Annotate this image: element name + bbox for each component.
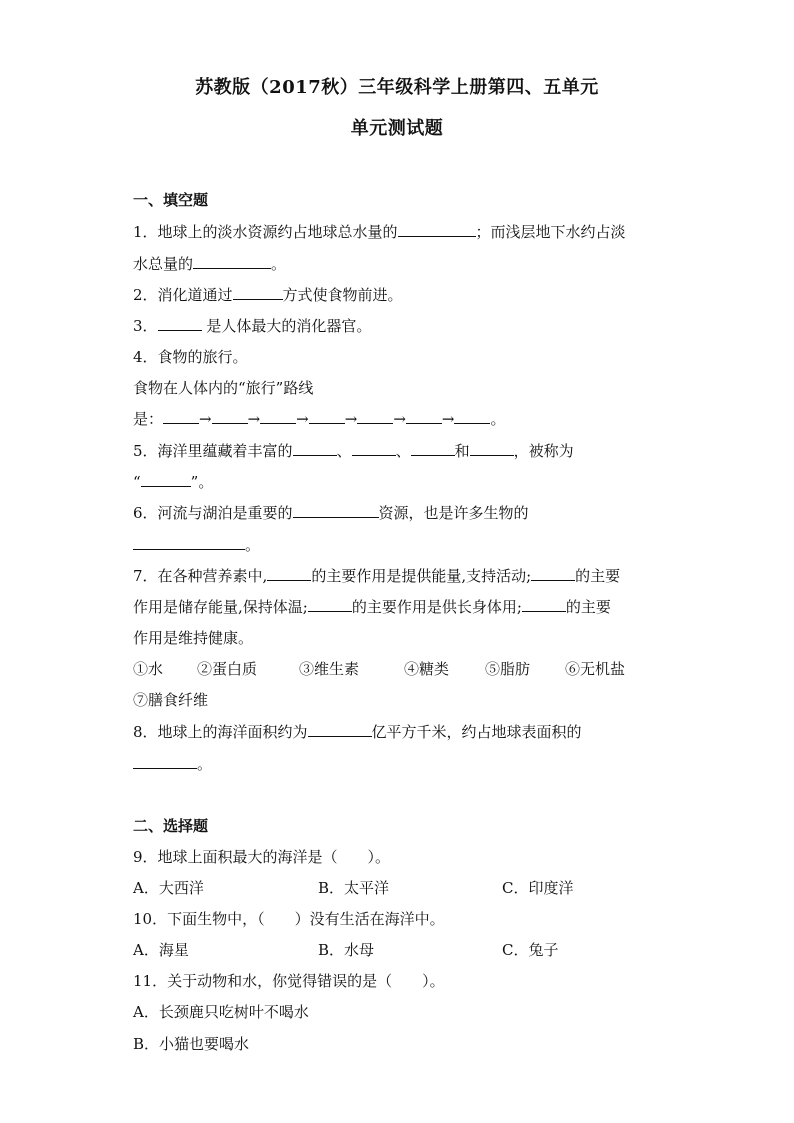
arrow-icon: →: [199, 410, 212, 428]
choice-option[interactable]: B．水母: [318, 941, 375, 959]
answer-blank[interactable]: [141, 472, 191, 487]
question-11: 11．关于动物和水，你觉得错误的是（ ）。: [133, 972, 445, 990]
answer-blank[interactable]: [233, 285, 283, 300]
answer-blank[interactable]: [411, 441, 455, 456]
answer-blank[interactable]: [522, 597, 566, 612]
arrow-icon: →: [344, 410, 358, 428]
choice-option[interactable]: A．大西洋: [133, 879, 204, 897]
arrow-icon: →: [247, 410, 261, 428]
choice-option[interactable]: A．海星: [133, 941, 189, 959]
arrow-icon: →: [393, 410, 406, 428]
page-title: 苏教版（2017秋）三年级科学上册第四、五单元: [195, 77, 599, 98]
nutrient-option: ⑤脂肪: [485, 660, 531, 678]
answer-blank[interactable]: [352, 441, 396, 456]
nutrient-option: ⑥无机盐: [565, 660, 626, 678]
answer-blank[interactable]: [309, 409, 345, 424]
nutrient-option: ④糖类: [404, 660, 450, 678]
question-1: 1．地球上的淡水资源约占地球总水量的 ；而浅层地下水约占淡: [133, 223, 626, 241]
answer-blank[interactable]: [308, 722, 372, 737]
question-4-route: 是： → → → → → → 。: [133, 410, 506, 428]
choice-option[interactable]: C．兔子: [502, 941, 559, 959]
answer-blank[interactable]: [193, 254, 271, 269]
question-8: 8．地球上的海洋面积约为 亿平方千米，约占地球表面积的: [133, 723, 582, 741]
answer-blank[interactable]: [158, 316, 202, 331]
choice-option[interactable]: A．长颈鹿只吃树叶不喝水: [133, 1003, 309, 1021]
answer-blank[interactable]: [308, 597, 352, 612]
question-6-cont: 。: [133, 535, 260, 555]
arrow-icon: →: [296, 410, 309, 428]
answer-blank[interactable]: [293, 441, 337, 456]
answer-blank[interactable]: [398, 222, 476, 237]
answer-blank[interactable]: [260, 409, 296, 424]
nutrient-option: ①水: [133, 660, 164, 678]
question-7-end: 作用是维持健康。: [133, 629, 254, 647]
question-5-cont: “ ”。: [133, 473, 214, 491]
question-7-cont: 作用是储存能量,保持体温; 的主要作用是供长身体用; 的主要: [133, 598, 611, 616]
question-9: 9．地球上面积最大的海洋是（ ）。: [133, 848, 391, 866]
question-4: 4．食物的旅行。: [133, 348, 248, 366]
answer-blank[interactable]: [454, 409, 490, 424]
answer-blank[interactable]: [163, 409, 199, 424]
answer-blank[interactable]: [267, 566, 311, 581]
question-1-cont: 水总量的 。: [133, 255, 287, 273]
question-5: 5．海洋里蕴藏着丰富的 、 、 和 ，被称为: [133, 442, 574, 460]
question-4-text: 食物在人体内的“旅行”路线: [133, 379, 314, 397]
question-3: 3． 是人体最大的消化器官。: [133, 317, 372, 335]
nutrient-option: ③维生素: [299, 660, 360, 678]
question-7: 7．在各种营养素中, 的主要作用是提供能量,支持活动; 的主要: [133, 567, 621, 585]
question-10: 10．下面生物中，（ ）没有生活在海洋中。: [133, 910, 445, 928]
answer-blank[interactable]: [212, 409, 248, 424]
nutrient-option: ②蛋白质: [197, 660, 258, 678]
question-6: 6．河流与湖泊是重要的 资源，也是许多生物的: [133, 504, 529, 522]
choice-option[interactable]: C．印度洋: [502, 879, 574, 897]
answer-blank[interactable]: [357, 409, 393, 424]
question-8-cont: 。: [133, 754, 212, 774]
choice-option[interactable]: B．小猫也要喝水: [133, 1035, 250, 1053]
answer-blank[interactable]: [406, 409, 442, 424]
nutrient-option: ⑦膳食纤维: [133, 691, 209, 709]
answer-blank[interactable]: [293, 503, 379, 518]
section-heading-fill: 一、填空题: [133, 191, 209, 209]
answer-blank[interactable]: [133, 535, 245, 550]
question-2: 2．消化道通过 方式使食物前进。: [133, 286, 403, 304]
answer-blank[interactable]: [133, 754, 197, 769]
answer-blank[interactable]: [531, 566, 575, 581]
answer-blank[interactable]: [470, 441, 514, 456]
choice-option[interactable]: B．太平洋: [318, 879, 390, 897]
page-subtitle: 单元测试题: [350, 118, 444, 139]
arrow-icon: →: [441, 410, 455, 428]
section-heading-choice: 二、选择题: [133, 817, 209, 835]
